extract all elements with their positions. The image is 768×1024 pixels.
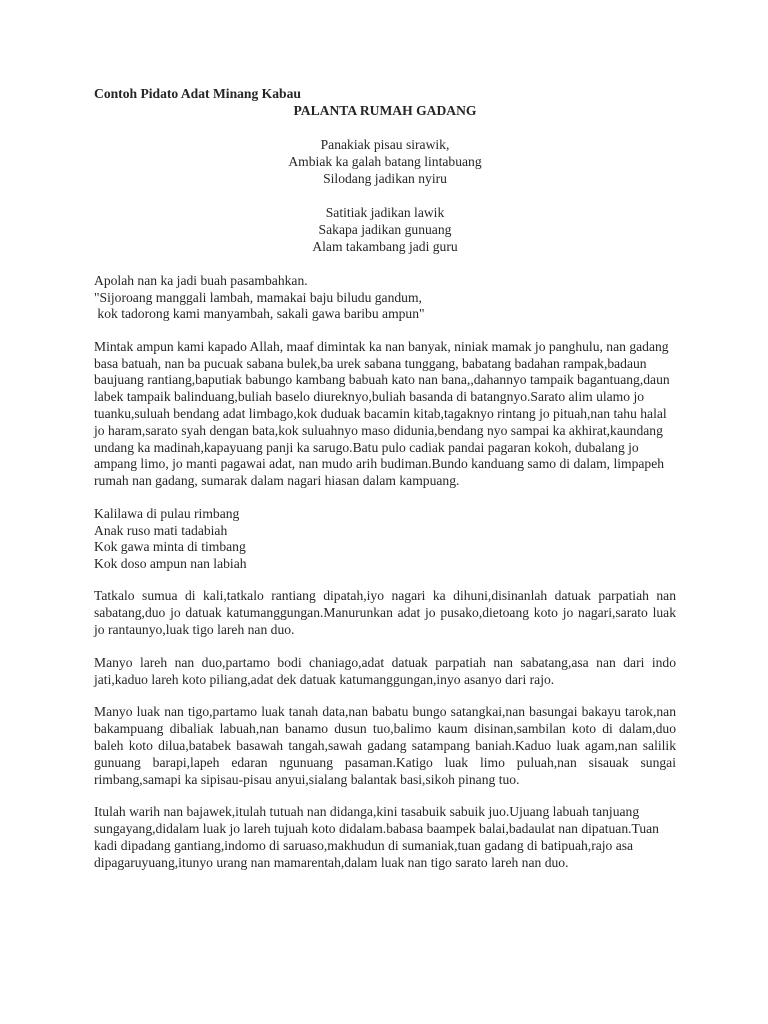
paragraph-lareh: Manyo lareh nan duo,partamo bodi chaniago,adat datuak parpatiah nan sabatang,asa nan dari indo jati,kaduo lareh koto piliang,adat dek datuak katumanggungan,inyo asanyo dari rajo. xyxy=(94,654,676,687)
spacer xyxy=(94,120,676,137)
verse-line: Silodang jadikan nyiru xyxy=(323,171,447,186)
second-verse xyxy=(94,205,676,256)
paragraph-warih: Itulah warih nan bajawek,itulah tutuah nan didanga,kini tasabuik sabuik juo.Ujuang labuah tanjuang sungayang,didalam luak jo lareh tujuah koto didalam.babasa baampek balai,badaulat nan dipatuan.Tuan kadi dipadang gantiang,indomo di saruaso,makhudun di sumaniak,tuan gadang di batipuah,rajo asa dipagaruyuang,itunyo urang nan mamarentah,dalam luak nan tigo sarato lareh nan duo. xyxy=(94,804,659,870)
verse-line: Anak ruso mati tadabiah xyxy=(94,522,228,538)
verse-line: Kalilawa di pulau rimbang xyxy=(94,505,240,521)
intro-line: "Sijoroang manggali lambah, mamakai baju biludu gandum, xyxy=(94,289,422,305)
verse-line: Kok gawa minta di timbang xyxy=(94,539,246,555)
verse-line: Satitiak jadikan lawik xyxy=(325,205,445,220)
intro-lines xyxy=(94,273,676,323)
spacer xyxy=(94,788,676,804)
verse-line: Panakiak pisau sirawik, xyxy=(320,137,450,152)
intro-line: kok tadorong kami manyambah, sakali gawa baribu ampun" xyxy=(94,306,425,322)
third-verse xyxy=(94,506,676,572)
opening-verse xyxy=(94,137,676,188)
spacer xyxy=(94,188,676,205)
spacer xyxy=(94,256,676,273)
spacer xyxy=(94,490,676,506)
document-page xyxy=(94,86,676,871)
verse-line: Kok doso ampun nan labiah xyxy=(94,555,247,571)
intro-line: Apolah nan ka jadi buah pasambahkan. xyxy=(94,273,308,288)
spacer xyxy=(94,572,676,588)
paragraph-history: Tatkalo sumua di kali,tatkalo rantiang dipatah,iyo nagari ka dihuni,disinanlah datuak parpatiah nan sabatang,duo jo datuak katumanggungan.Manurunkan adat jo pusako,dietoang koto jo nagari,sarato luak jo rantaunyo,luak tigo lareh nan duo. xyxy=(94,588,676,637)
spacer xyxy=(94,639,676,655)
document-title: Contoh Pidato Adat Minang Kabau xyxy=(94,86,301,101)
spacer xyxy=(94,323,676,339)
verse-line: Alam takambang jadi guru xyxy=(312,239,458,254)
paragraph-luak: Manyo luak nan tigo,partamo luak tanah data,nan babatu bungo satangkai,nan basungai bakayu tarok,nan bakampuang dibaliak labuah,nan banamo dusun tuo,balimo kaum disinan,sambilan koto di dalam,duo baleh koto dilua,batabek basawah tangah,sawah gadang satampang baniah.Kaduo luak agam,nan salilik gunuang barapi,lapeh edaran ngunuang pasaman.Katigo luak limo puluah,nan sisauak sungai rimbang,samapi ka sipisau-pisau anyui,sialang balantak basi,sikoh pinang tuo. xyxy=(94,704,676,787)
paragraph-greeting: Mintak ampun kami kapado Allah, maaf dimintak ka nan banyak, niniak mamak jo panghulu, nan gadang basa batuah, nan ba pucuak sabana bulek,ba urek sabana tunggang, babatang badahan rampak,badaun baujuang rantiang,baputiak babungo kambang babuah kato nan bana,,dahannyo tampaik bagantuang,daun labek tampaik balinduang,buliah baselo diureknyo,buliah basanda di batangnyo.Sarato alim ulamo jo tuanku,suluah bendang adat limbago,kok duduak bacamin kitab,tagaknyo rintang jo pituah,nan tahu halal jo haram,sarato syah dengan bata,kok suluahnyo maso didunia,bendang nyo sampai ka akhirat,kaundang undang ka madinah,kapayuang panji ka sarugo.Batu pulo cadiak pandai pagaran kokoh, dubalang jo ampang limo, jo manti pagawai adat, nan mudo arih budiman.Bundo kanduang samo di dalam, limpapeh rumah nan gadang, sumarak dalam nagari hiasan dalam kampuang. xyxy=(94,338,670,489)
spacer xyxy=(94,688,676,704)
verse-line: Ambiak ka galah batang lintabuang xyxy=(288,154,482,169)
document-heading: PALANTA RUMAH GADANG xyxy=(293,103,477,118)
verse-line: Sakapa jadikan gunuang xyxy=(318,222,452,237)
